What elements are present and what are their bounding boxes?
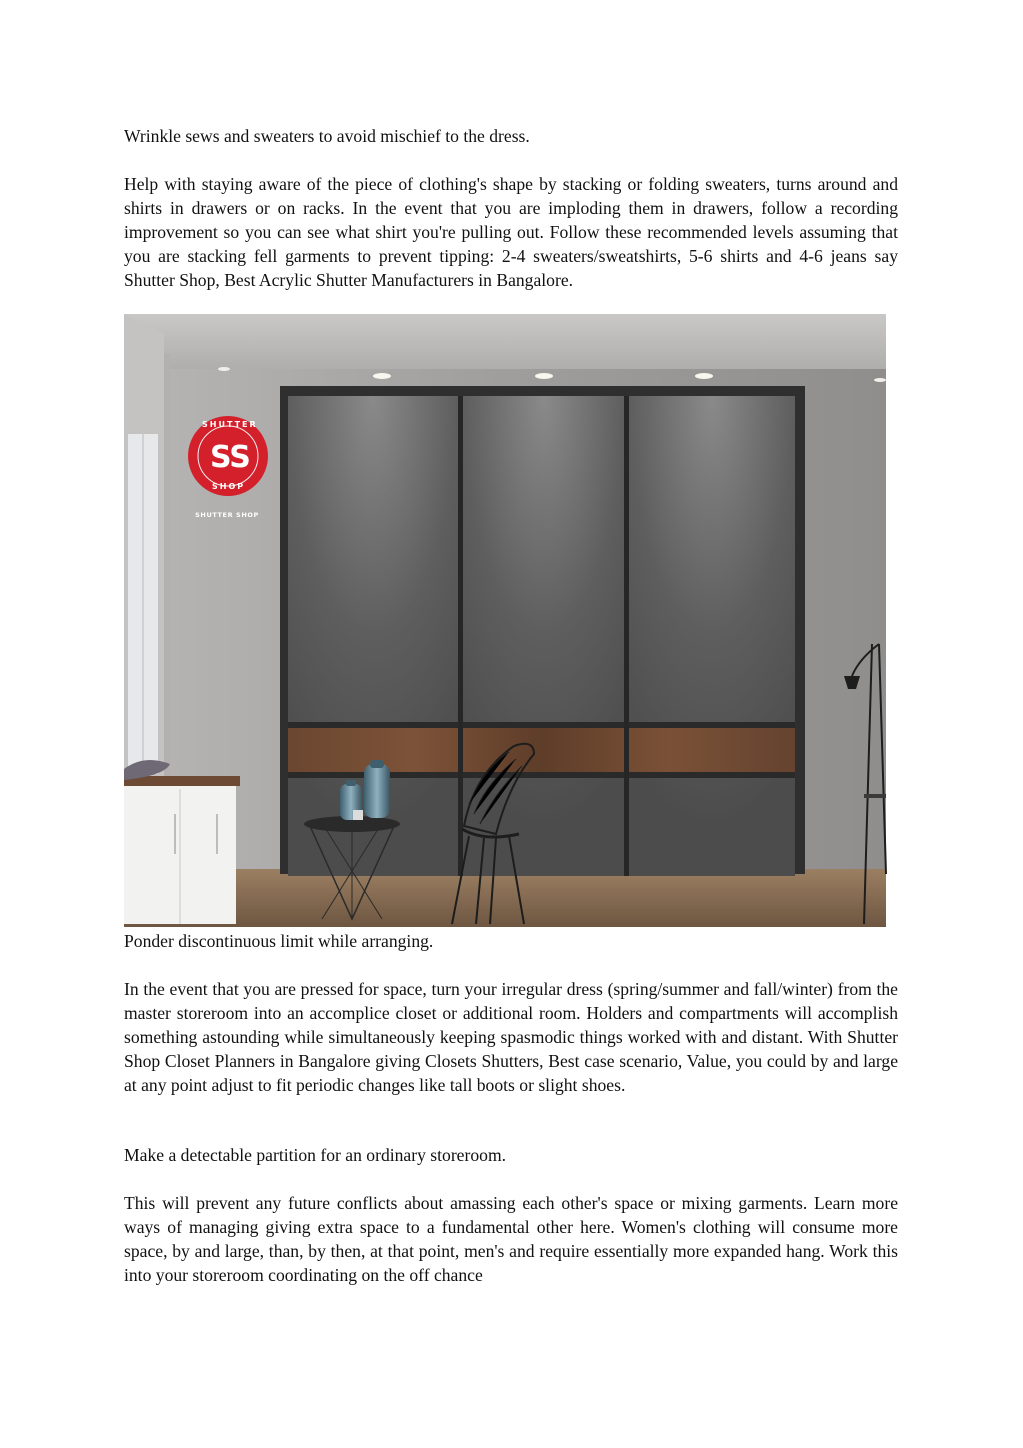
logo-top-text: SHUTTER: [202, 420, 258, 429]
wardrobe-illustration: [124, 314, 886, 927]
paragraph-heading-wrinkle: Wrinkle sews and sweaters to avoid mischief to the dress.: [124, 126, 530, 146]
paragraph-heading-ponder: Ponder discontinuous limit while arranging.: [124, 931, 434, 951]
paragraph-shared-space: This will prevent any future conflicts about amassing each other's space or mixing garments. Learn more ways of managing giving extra space to a fundamental other here. Women's clothing will consume more space, by and large, than, by then, at that point, men's and require essentially more expanded hang. Work this into your storeroom coordinating on the off chance: [124, 1193, 898, 1285]
logo-monogram: SS: [210, 440, 250, 475]
watermark-text: OP SHUTTER SHOP: [164, 950, 362, 968]
logo-bottom-text: SHOP: [212, 482, 246, 491]
watermark-text: SHUTTER SHOP: [734, 950, 897, 968]
paragraph-heading-partition: Make a detectable partition for an ordinary storeroom.: [124, 1145, 507, 1165]
paragraph-folding-tips: Help with staying aware of the piece of clothing's shape by stacking or folding sweaters, turns around and shirts in drawers or on racks. In the event that you are imploding them in drawers, follow a recording improvement so you can see what shirt you're pulling out. Follow these recommended levels assuming that you are stacking fell garments to prevent tipping: 2-4 sweaters/sweatshirts, 5-6 shirts and 4-6 jeans say Shutter Shop, Best Acrylic Shutter Manufacturers in Bangalore.: [124, 174, 898, 290]
logo-caption: SHUTTER SHOP: [195, 511, 259, 519]
watermark-text: SHUTTER SHOP: [566, 950, 729, 968]
watermark-text: SHUTTER SHOP: [388, 950, 551, 968]
paragraph-seasonal-storage: In the event that you are pressed for space, turn your irregular dress (spring/summer and fall/winter) from the master storeroom into an accomplice closet or additional room. Holders and compartments will accomplish something astounding while simultaneously keeping spasmodic things worked with and distant. With Shutter Shop Closet Planners in Bangalore giving Closets Shutters, Best case scenario, Value, you could by and large at any point adjust to fit periodic changes like tall boots or slight shoes.: [124, 979, 898, 1095]
